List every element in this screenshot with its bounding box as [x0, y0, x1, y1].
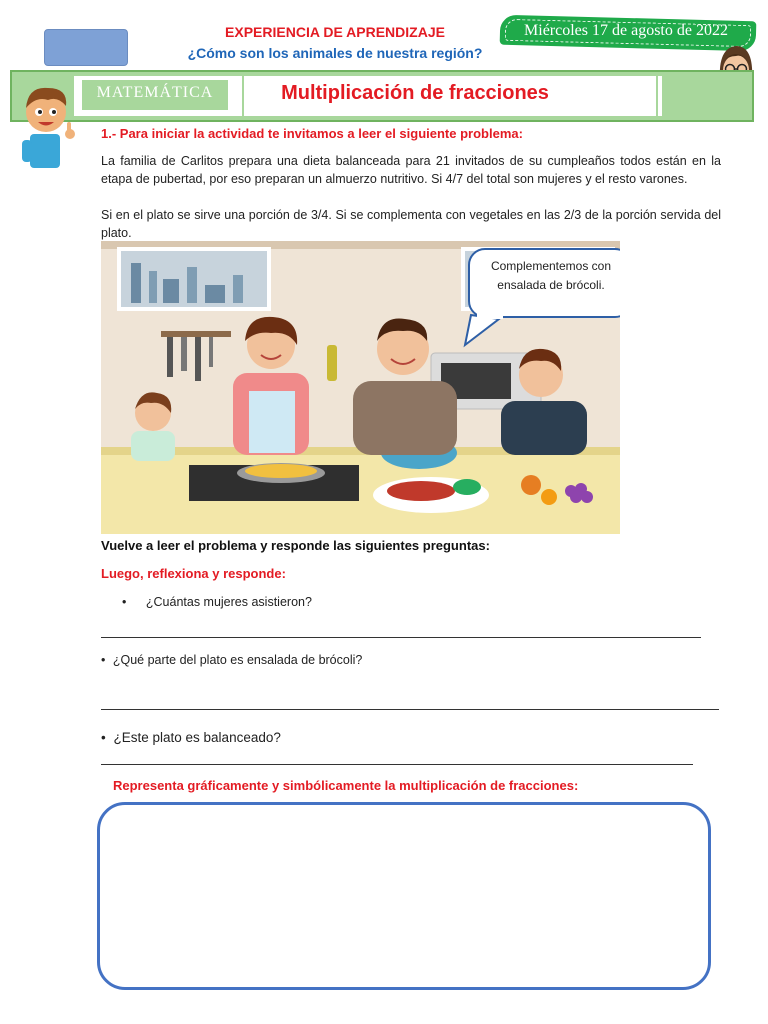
represent-heading: Representa gráficamente y simbólicamente la multiplicación de fracciones: — [113, 778, 579, 793]
question-1-text: ¿Cuántas mujeres asistieron? — [145, 595, 312, 609]
question-2-text: ¿Qué parte del plato es ensalada de brócoli? — [112, 653, 363, 667]
date-text: Miércoles 17 de agosto de 2022 — [524, 22, 728, 39]
bullet-icon: • — [122, 595, 127, 609]
question-1 — [122, 595, 312, 609]
subject-label: MATEMÁTICA — [96, 84, 214, 101]
question-3 — [101, 730, 281, 745]
activity-heading: 1.- Para iniciar la actividad te invitamos a leer el siguiente problema: — [101, 126, 523, 141]
boy-character-icon — [18, 82, 78, 168]
experience-question-title: ¿Cómo son los animales de nuestra región? — [187, 45, 483, 61]
problem-paragraph-1: La familia de Carlitos prepara una dieta balanceada para 21 invitados de su cumpleaños todos están en la etapa de pubertad, por eso preparan un almuerzo nutritivo. Si 4/7 del total son mujeres y el resto varones. — [101, 154, 721, 186]
bullet-icon: • — [101, 653, 106, 667]
answer-line-3[interactable] — [101, 764, 693, 765]
bullet-icon: • — [101, 730, 106, 745]
page-title: Multiplicación de fracciones — [281, 82, 549, 104]
problem-paragraph-2: Si en el plato se sirve una porción de 3/4. Si se complementa con vegetales en las 2/3 de la porción servida del plato. — [101, 208, 721, 240]
question-2 — [101, 653, 362, 667]
answer-box[interactable] — [97, 802, 711, 990]
experience-label: EXPERIENCIA DE APRENDIZAJE — [225, 24, 445, 40]
speech-bubble-line-1: Complementemos con — [490, 259, 612, 273]
question-3-text: ¿Este plato es balanceado? — [113, 730, 281, 745]
blue-badge — [44, 29, 128, 66]
answer-line-1[interactable] — [101, 637, 701, 638]
reflect-instruction: Luego, reflexiona y responde: — [101, 566, 286, 581]
speech-bubble-line-2: ensalada de brócoli. — [497, 278, 605, 292]
answer-line-2[interactable] — [101, 709, 719, 710]
reread-instruction: Vuelve a leer el problema y responde las siguientes preguntas: — [101, 538, 490, 553]
speech-bubble-text — [478, 257, 624, 295]
